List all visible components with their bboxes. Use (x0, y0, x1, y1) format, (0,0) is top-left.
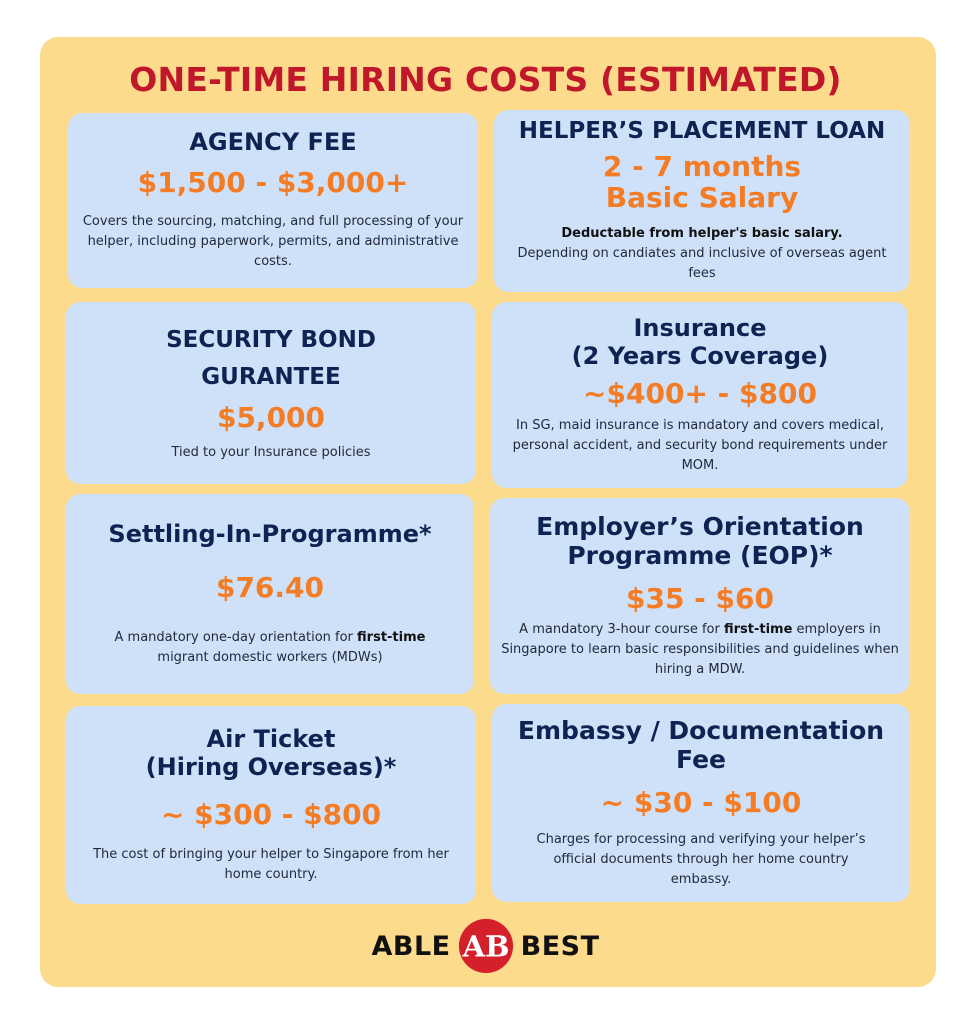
card-agency-fee (68, 113, 478, 288)
card-title-line2: GURANTEE (201, 364, 341, 391)
page-title: ONE-TIME HIRING COSTS (ESTIMATED) (129, 60, 842, 99)
card-title: Settling-In-Programme* (108, 520, 432, 549)
card-description: Depending on candiates and inclusive of overseas agent fees (517, 245, 887, 281)
card-price: $35 - $60 (625, 581, 774, 615)
card-title-line1: Employer’s Orientation (536, 511, 864, 541)
card-air-ticket (66, 706, 476, 904)
card-description: The cost of bringing your helper to Singapore from her home country. (93, 846, 449, 882)
card-title-line2: Programme (EOP)* (567, 541, 833, 571)
logo-word-right: BEST (520, 930, 600, 962)
card-title-line1: Air Ticket (206, 724, 336, 753)
description-text: migrant domestic workers (MDWs) (157, 649, 383, 665)
logo-word-left: ABLE (371, 930, 451, 962)
brand-logo (0, 916, 971, 976)
description-text: A mandatory 3-hour course for (519, 621, 724, 637)
card-title-line1: Embassy / Documentation (517, 715, 885, 745)
card-price: ~ $30 - $100 (600, 785, 802, 819)
card-price: ~$400+ - $800 (583, 377, 817, 411)
card-description-strong: Deductable from helper's basic salary. (561, 225, 843, 241)
description-text: employers in Singapore to learn basic responsibilities and guidelines when hiring a MDW. (501, 621, 899, 678)
card-title: HELPER’S PLACEMENT LOAN (518, 117, 886, 144)
card-price: ~ $300 - $800 (160, 798, 382, 832)
card-description: Covers the sourcing, matching, and full processing of your helper, including paperwork, permits, and administrative costs. (82, 214, 464, 270)
card-description (498, 620, 902, 680)
card-price: $76.40 (215, 571, 325, 605)
logo-mark-text: AB (462, 929, 510, 964)
card-price-line2: Basic Salary (605, 181, 799, 215)
card-settling-in-programme (66, 494, 474, 694)
card-price: $1,500 - $3,000+ (137, 165, 409, 199)
card-embassy-fee (492, 704, 910, 902)
card-title: AGENCY FEE (189, 128, 357, 157)
card-description (100, 628, 440, 668)
card-price: $5,000 (216, 401, 326, 435)
card-title-line2: Fee (676, 745, 726, 775)
card-price-line1: 2 - 7 months (602, 150, 802, 183)
card-title-line1: SECURITY BOND (166, 327, 376, 354)
card-title-line2: (2 Years Coverage) (571, 342, 829, 371)
card-security-bond (66, 302, 476, 484)
card-description: In SG, maid insurance is mandatory and covers medical, personal accident, and security bond requirements under MOM. (512, 417, 888, 474)
card-placement-loan (494, 110, 910, 292)
card-description: Tied to your Insurance policies (171, 445, 371, 461)
description-text: A mandatory one-day orientation for (114, 629, 358, 645)
logo-mark-icon (457, 917, 515, 975)
card-description: Charges for processing and verifying your helper’s official documents through her home country embassy. (536, 831, 866, 888)
description-bold: first-time (357, 629, 426, 645)
card-employer-orientation (490, 498, 910, 694)
card-insurance (492, 302, 908, 488)
description-bold: first-time (723, 621, 793, 637)
card-title-line2: (Hiring Overseas)* (145, 753, 397, 782)
card-title-line1: Insurance (633, 313, 767, 342)
